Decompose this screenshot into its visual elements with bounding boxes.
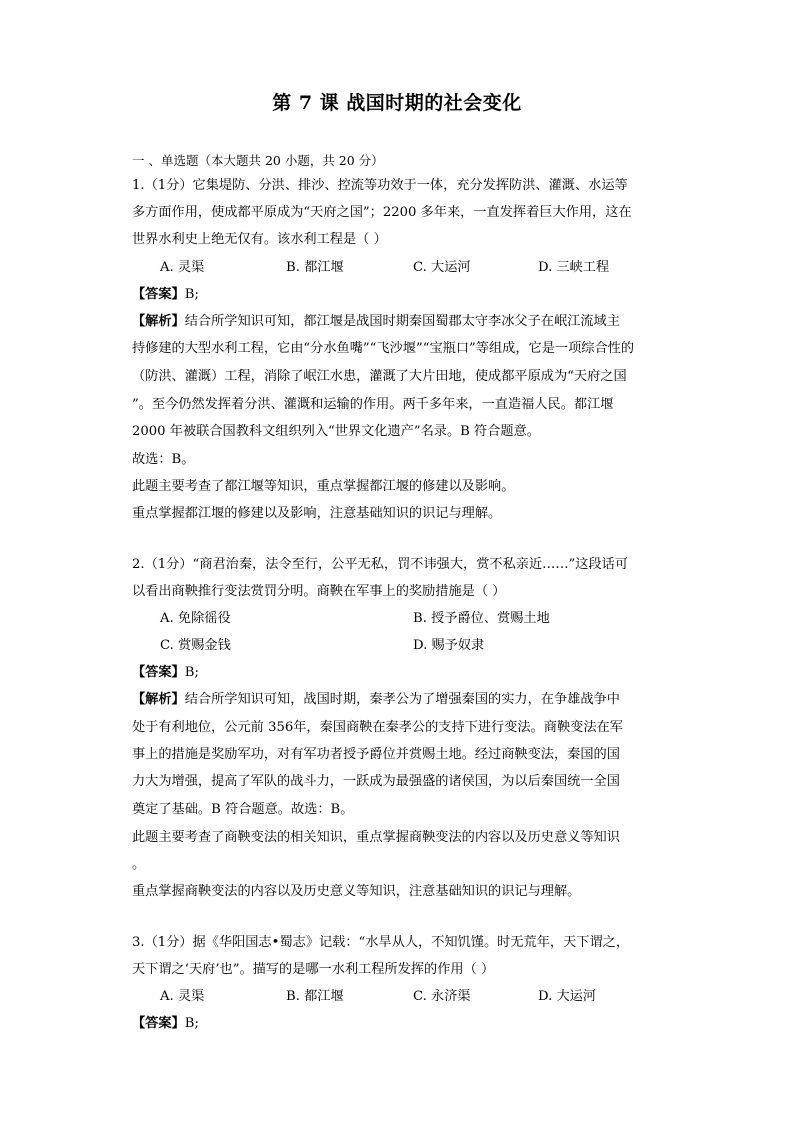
q1-analysis-line-1 [132,313,662,331]
answer-tag: 【答案】 [132,287,185,302]
q1-analysis-line-6: 故选：B。 [132,452,195,467]
q1-analysis-line-5: 2000 年被联合国教科文组织列入“世界文化遗产”名录。B 符合题意。 [132,424,540,439]
q2-line-1: 2.（1分）“商君治秦，法令至行，公平无私，罚不讳强大，赏不私亲近……”这段话可 [132,557,629,572]
q2-option-d: D. 赐予奴隶 [413,638,485,653]
q2-analysis-line-1 [132,691,662,709]
q3-option-b: B. 都江堰 [286,989,344,1004]
q2-answer [132,664,662,682]
q2-option-a: A. 免除徭役 [160,611,231,626]
q2-option-c: C. 赏赐金钱 [160,638,231,653]
q1-analysis-line-2: 持修建的大型水利工程，它由“分水鱼嘴”“飞沙堰”“宝瓶口”等组成，它是一项综合性的 [132,341,635,356]
q1-option-d: D. 三峡工程 [538,260,610,275]
q1-option-c: C. 大运河 [413,260,471,275]
q2-line-2: 以看出商鞅推行变法赏罚分明。商鞅在军事上的奖励措施是（ ） [132,584,506,599]
q1-analysis-line-7: 此题主要考查了都江堰等知识，重点掌握都江堰的修建以及影响。 [132,479,515,494]
q2-analysis-line-5: 奠定了基础。B 符合题意。故选：B。 [132,802,354,817]
q2-analysis-line-4: 力大为增强，提高了军队的战斗力，一跃成为最强盛的诸侯国，为以后秦国统一全国 [132,774,620,789]
answer-value: B; [184,1016,199,1031]
analysis-tag: 【解析】 [132,314,185,329]
answer-value: B; [184,665,199,680]
q1-option-b: B. 都江堰 [286,260,344,275]
q2-analysis-line-2: 处于有利地位，公元前 356年，秦国商鞅在秦孝公的支持下进行变法。商鞅变法在军 [132,720,623,735]
page-title: 第 7 课 战国时期的社会变化 [272,92,522,114]
q1-line-3: 世界水利史上绝无仅有。该水利工程是（ ） [132,232,387,247]
q2-analysis-line-6: 此题主要考查了商鞅变法的相关知识，重点掌握商鞅变法的内容以及历史意义等知识 [132,830,620,845]
q2-analysis-line-7: 。 [132,857,146,872]
q2-analysis-line-3: 事上的措施是奖励军功，对有军功者授予爵位并赏赐土地。经过商鞅变法，秦国的国 [132,747,620,762]
answer-tag: 【答案】 [132,665,185,680]
q2-option-b: B. 授予爵位、赏赐土地 [413,611,550,626]
q3-line-2: 天下谓之‘天府’也”。描写的是哪一水利工程所发挥的作用（ ） [132,962,495,977]
q1-analysis-line-3: （防洪、灌溉）工程，消除了岷江水患，灌溉了大片田地，使成都平原成为“天府之国 [132,369,627,384]
answer-tag: 【答案】 [132,1016,185,1031]
q3-option-d: D. 大运河 [538,989,597,1004]
answer-value: B; [184,287,199,302]
q1-line-2: 多方面作用，使成都平原成为“天府之国”；2200 多年来，一直发挥着巨大作用，这在 [132,205,632,220]
q1-option-a: A. 灵渠 [160,260,205,275]
analysis-tag: 【解析】 [132,692,185,707]
q1-answer [132,286,662,304]
section-heading: 一 、单选题（本大题共 20 小题，共 20 分） [132,153,384,168]
q3-option-a: A. 灵渠 [160,989,205,1004]
q3-line-1: 3.（1分）据《华阳国志•蜀志》记载：“水旱从人，不知饥馑。时无荒年，天下谓之， [132,935,630,950]
q1-analysis-line-8: 重点掌握都江堰的修建以及影响，注意基础知识的识记与理解。 [132,506,502,521]
analysis-text: 结合所学知识可知，战国时期，秦孝公为了增强秦国的实力，在争雄战争中 [184,692,620,707]
q3-answer [132,1015,662,1033]
q1-line-1: 1.（1分）它集堤防、分洪、排沙、控流等功效于一体，充分发挥防洪、灌溉、水运等 [132,178,628,193]
q2-analysis-line-8: 重点掌握商鞅变法的内容以及历史意义等知识，注意基础知识的识记与理解。 [132,884,581,899]
q1-analysis-line-4: ”。至今仍然发挥着分洪、灌溉和运输的作用。两千多年来，一直造福人民。都江堰 [132,397,614,412]
analysis-text: 结合所学知识可知，都江堰是战国时期秦国蜀郡太守李冰父子在岷江流域主 [184,314,620,329]
q3-option-c: C. 永济渠 [413,989,471,1004]
